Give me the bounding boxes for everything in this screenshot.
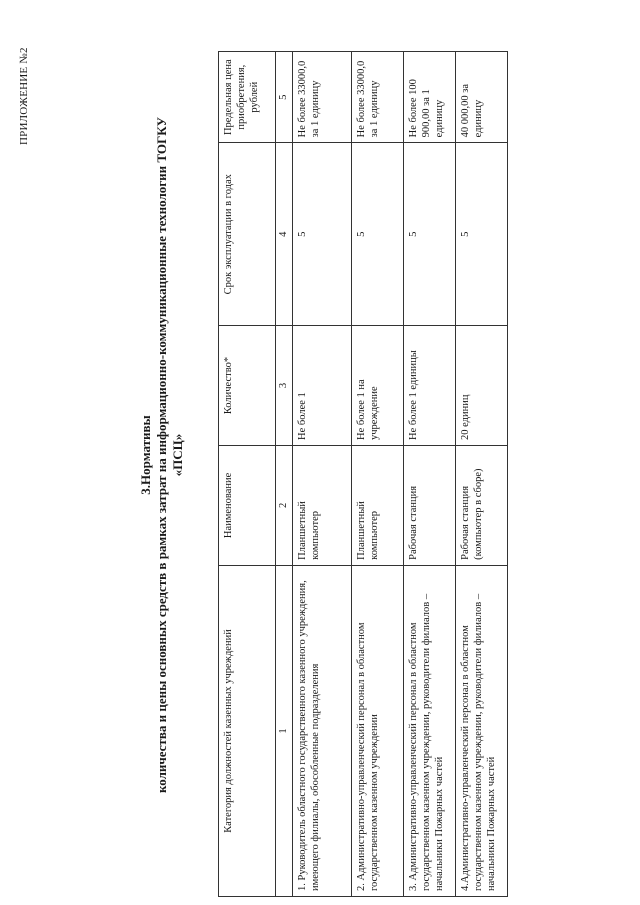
title-line-2: количества и цены основных средств в рамках затрат на информационно-коммуникационные технологии ТОГКУ	[154, 116, 169, 794]
column-number-1: 1	[276, 565, 293, 896]
cell-category: 1. Руководитель областного государственного казенного учреждения, имеющего филиалы, обособленные подразделения	[293, 565, 352, 896]
cell-name: Планшетный компьютер	[352, 445, 404, 565]
column-number-3: 3	[276, 326, 293, 446]
column-number-4: 4	[276, 143, 293, 326]
cell-quantity: Не более 1	[293, 326, 352, 446]
cell-name: Рабочая станция	[404, 445, 456, 565]
column-header-quantity: Количество*	[219, 326, 276, 446]
cell-price: Не более 33000,0 за 1 единицу	[352, 52, 404, 143]
cell-price: 40 000,00 за единицу	[456, 52, 508, 143]
cell-quantity: Не более 1 единицы	[404, 326, 456, 446]
table-row	[456, 52, 508, 897]
table-header-row	[219, 52, 276, 897]
table-row	[293, 52, 352, 897]
column-number-2: 2	[276, 445, 293, 565]
cell-category: 3. Административно-управленческий персонал в областном государственном казенном учреждении, руководители филиалов – начальники Пожарных частей	[404, 565, 456, 896]
cell-name: Рабочая станция (компьютер в сборе)	[456, 445, 508, 565]
column-header-price: Предельная цена приобретения, рублей	[219, 52, 276, 143]
title-line-3: «ПСЦ»	[170, 433, 185, 477]
cell-category: 4.Административно-управленческий персонал в областном государственном казенном учреждении, руководители филиалов – начальники Пожарных частей	[456, 565, 508, 896]
cell-quantity: Не более 1 на учреждение	[352, 326, 404, 446]
cell-term: 5	[293, 143, 352, 326]
table-row	[404, 52, 456, 897]
cell-term: 5	[352, 143, 404, 326]
norms-table	[218, 51, 508, 897]
table-column-numbers-row	[276, 52, 293, 897]
document-title	[138, 25, 186, 885]
cell-name: Планшетный компьютер	[293, 445, 352, 565]
column-header-term: Срок эксплуатации в годах	[219, 143, 276, 326]
column-header-category: Категория должностей казенных учреждений	[219, 565, 276, 896]
cell-term: 5	[404, 143, 456, 326]
column-header-name: Наименование	[219, 445, 276, 565]
table-row	[352, 52, 404, 897]
cell-price: Не более 100 900,00 за 1 единицу	[404, 52, 456, 143]
cell-quantity: 20 единиц	[456, 326, 508, 446]
cell-price: Не более 33000,0 за 1 единицу	[293, 52, 352, 143]
column-number-5: 5	[276, 52, 293, 143]
title-line-1: 3.Нормативы	[138, 415, 153, 495]
cell-term: 5	[456, 143, 508, 326]
appendix-label: ПРИЛОЖЕНИЕ №2	[18, 47, 30, 145]
cell-category: 2. Административно-управленческий персонал в областном государственном казенном учреждении	[352, 565, 404, 896]
